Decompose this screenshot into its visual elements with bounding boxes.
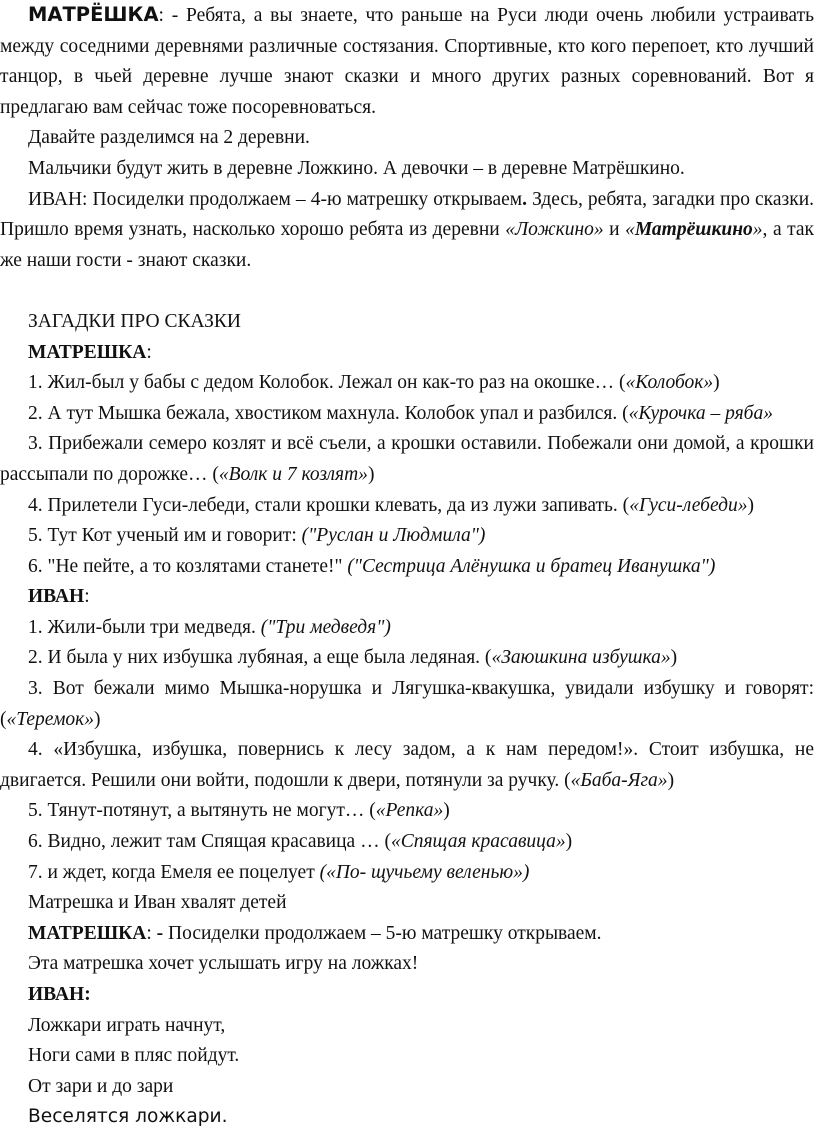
spacer [0, 276, 814, 307]
riddle-answer: «Заюшкина избушка» [491, 647, 671, 669]
speaker-matreshka: МАТРЁШКА [28, 3, 159, 26]
riddle-text: 1. Жил-был у бабы с дедом Колобок. Лежал он как-то раз на окошке… ( [28, 372, 626, 394]
riddle-ivan-1 [0, 613, 814, 644]
poem-line-1: Ложкари играть начнут, [28, 1014, 226, 1036]
quote-open: « [625, 219, 635, 241]
riddle-answer: «Колобок» [625, 372, 714, 394]
ivan-intro-text-a: ИВАН: Посиделки продолжаем – 4-ю матрешку открываем [28, 188, 523, 210]
ivan-heading [0, 582, 814, 613]
matreshka-second-label: МАТРЕШКА [28, 922, 147, 944]
intro-text: : - Ребята, а вы знаете, что раньше на Руси люди очень любили устраивать между соседними деревнями различные состязания. Спортивные, кто кого перепоет, кто лучший танцор, в чьей деревне лучше знают сказки и много других разных соревнований. Вот я предлагаю вам сейчас тоже посоревноваться. [0, 5, 814, 118]
riddle-answer: «Волк и 7 козлят» [218, 463, 368, 485]
riddle-answer: «Теремок» [6, 708, 95, 730]
ivan-colon: : [84, 586, 90, 608]
riddle-answer: ("Три медведя") [260, 616, 391, 638]
split-line: Давайте разделимся на 2 деревни. [28, 127, 310, 149]
riddle-ivan-7 [0, 858, 814, 889]
riddle-matreshka-3 [0, 429, 814, 490]
villages-line: Мальчики будут жить в деревне Ложкино. А девочки – в деревне Матрёшкино. [28, 157, 685, 179]
ivan-second-label: ИВАН: [28, 984, 91, 1005]
intro-paragraph [0, 0, 814, 123]
ivan-label: ИВАН [28, 586, 85, 608]
spoons-line: Эта матрешка хочет услышать игру на ложках! [28, 953, 419, 975]
riddle-ivan-2 [0, 643, 814, 674]
riddle-text: 6. Видно, лежит там Спящая красавица … ( [28, 831, 391, 853]
riddle-matreshka-2 [0, 399, 814, 430]
quote-close: » [752, 219, 763, 241]
riddle-answer: «Гуси-лебеди» [629, 494, 748, 516]
riddle-matreshka-1 [0, 368, 814, 399]
riddle-text: 3. Вот бежали мимо Мышка-норушка и Лягушка-квакушка, увидали избушку и говорят: ( [0, 678, 814, 730]
praise-line: Матрешка и Иван хвалят детей [28, 892, 287, 914]
riddle-close: ) [670, 647, 678, 669]
riddle-text: 6. "Не пейте, а то козлятами станете!" [28, 555, 348, 577]
riddle-matreshka-6 [0, 552, 814, 583]
village-lozhkino: «Ложкино» [505, 219, 604, 241]
ivan-intro-text-b: Здесь, ребята, загадки про сказки. Пришло время узнать, насколько хорошо ребята из деревни [0, 188, 814, 241]
section-title: ЗАГАДКИ ПРО СКАЗКИ [28, 310, 241, 332]
poem-line-2: Ноги сами в пляс пойдут. [28, 1045, 240, 1067]
riddle-matreshka-5 [0, 521, 814, 552]
riddle-answer: ("Сестрица Алёнушка и братец Иванушка") [347, 555, 716, 577]
matreshka-heading [0, 338, 814, 369]
matreshka-second-line [0, 919, 814, 950]
riddle-answer: ("Руслан и Людмила") [301, 525, 486, 547]
riddle-answer: «Баба-Яга» [570, 769, 668, 791]
riddle-ivan-3 [0, 674, 814, 735]
ivan-second-heading [0, 980, 814, 1011]
matreshka-second-colon: : [146, 922, 152, 944]
ivan-intro-text-c: , а так же наши гости - знают сказки. [0, 219, 815, 271]
riddle-text: 5. Тянут-потянут, а вытянуть не могут… ( [28, 800, 376, 822]
riddle-text: 4. Прилетели Гуси-лебеди, стали крошки клевать, да из лужи запивать. ( [28, 494, 630, 516]
riddle-close: ) [747, 494, 754, 516]
riddle-answer: «Спящая красавица» [390, 831, 566, 853]
ivan-intro-paragraph [0, 185, 814, 277]
ivan-intro-dot: . [522, 188, 528, 210]
riddle-close: ) [565, 831, 573, 853]
riddle-text: 3. Прибежали семеро козлят и всё съели, а крошки оставили. Побежали они домой, а крошки рассыпали по дорожке… ( [0, 433, 814, 485]
ivan-intro-and: и [603, 219, 626, 241]
riddle-ivan-4 [0, 735, 814, 796]
riddle-text: 5. Тут Кот ученый им и говорит: [28, 525, 302, 547]
riddle-close: ) [713, 372, 720, 394]
poem-line-3: От зари и до зари [28, 1075, 174, 1097]
riddle-answer: («По- щучьему веленью») [319, 861, 530, 883]
matreshka-colon: : [146, 341, 152, 363]
riddle-close: ) [443, 800, 450, 822]
riddle-text: 7. и ждет, когда Емеля ее поцелует [28, 861, 320, 883]
riddle-text: 2. А тут Мышка бежала, хвостиком махнула. Колобок упал и разбился. ( [28, 402, 629, 424]
village-matreshkino: Матрёшкино [634, 219, 753, 241]
riddle-ivan-5 [0, 796, 814, 827]
riddle-answer: «Курочка – ряба» [628, 402, 773, 424]
riddle-close: ) [94, 708, 101, 730]
riddle-text: 1. Жили-были три медведя. [28, 616, 261, 638]
riddle-text: 4. «Избушка, избушка, повернись к лесу задом, а к нам передом!». Стоит избушка, не двигается. Решили они войти, подошли к двери, потянули за ручку. ( [0, 739, 814, 791]
riddle-close: ) [667, 769, 675, 791]
riddle-ivan-6 [0, 827, 814, 858]
matreshka-second-dash: - [151, 922, 164, 944]
riddle-matreshka-4 [0, 491, 814, 522]
riddle-close: ) [367, 463, 375, 485]
poem-line-4: Веселятся ложкари. [28, 1106, 228, 1128]
matreshka-second-text: Посиделки продолжаем – 5-ю матрешку открываем. [163, 922, 602, 944]
riddle-answer: «Репка» [375, 800, 444, 822]
matreshka-label: МАТРЕШКА [28, 341, 147, 363]
riddle-text: 2. И была у них избушка лубяная, а еще была ледяная. ( [28, 647, 492, 669]
